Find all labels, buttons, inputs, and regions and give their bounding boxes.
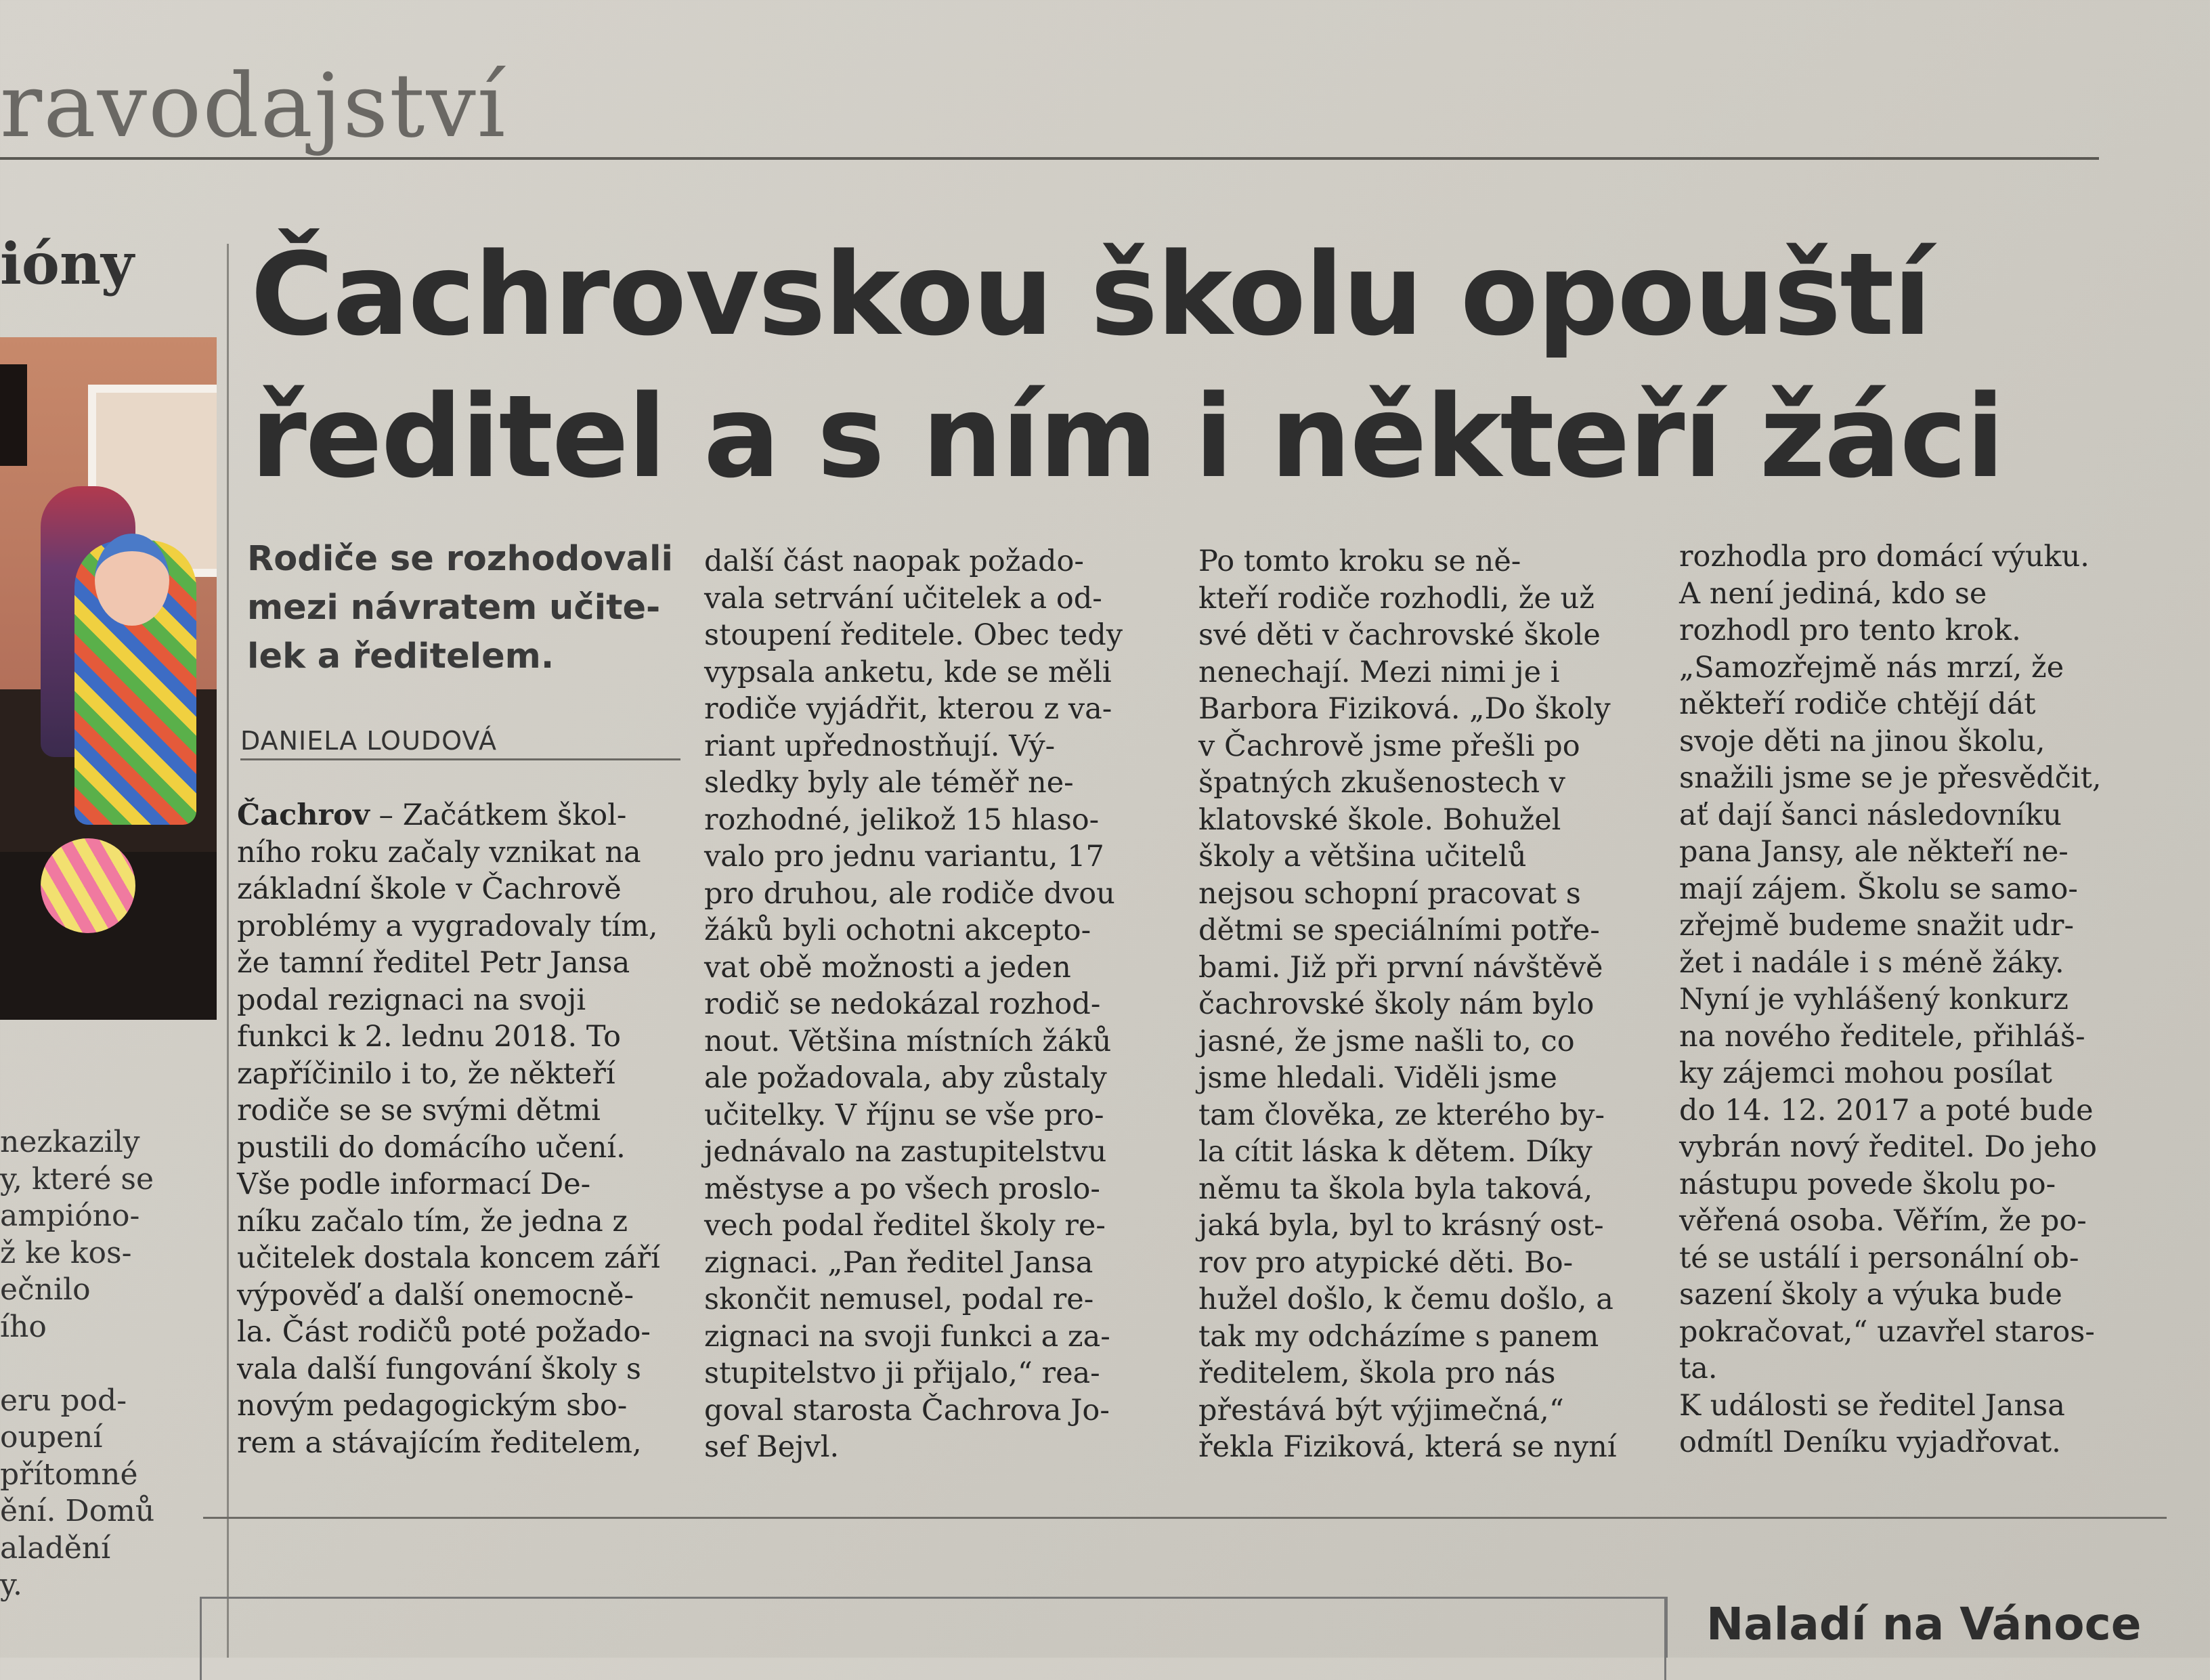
text-line: zignaci na svoji funkci a za- bbox=[704, 1319, 1110, 1354]
text-line: ředitelem, škola pro nás bbox=[1198, 1356, 1556, 1390]
text-line: nezkazily bbox=[0, 1125, 140, 1159]
text-line: dětmi se speciálními potře- bbox=[1198, 913, 1600, 947]
text-line: učitelek dostala koncem září bbox=[237, 1241, 660, 1275]
text-line: goval starosta Čachrova Jo- bbox=[704, 1393, 1110, 1427]
bottom-rule bbox=[203, 1517, 2167, 1519]
text-line: A není jediná, kdo se bbox=[1679, 576, 1987, 611]
text-line: Vše podle informací De- bbox=[237, 1167, 591, 1201]
text-line: ího bbox=[0, 1309, 47, 1344]
article-photo bbox=[0, 337, 217, 1020]
text-line: rozhodné, jelikož 15 hlaso- bbox=[704, 802, 1100, 837]
text-line: kteří rodiče rozhodli, že už bbox=[1198, 581, 1595, 616]
text-line: ampióno- bbox=[0, 1199, 140, 1233]
text-line: ky zájemci mohou posílat bbox=[1679, 1056, 2052, 1090]
text-line: rov pro atypické děti. Bo- bbox=[1198, 1245, 1574, 1280]
text-line: řekla Fiziková, která se nyní bbox=[1198, 1430, 1617, 1464]
text-line: Barbora Fiziková. „Do školy bbox=[1198, 692, 1611, 726]
text-line: jednávalo na zastupitelstvu bbox=[704, 1135, 1107, 1169]
text-line: valo pro jednu variantu, 17 bbox=[704, 840, 1104, 874]
text-line: vypsala anketu, kde se měli bbox=[704, 655, 1112, 689]
next-box-frame bbox=[200, 1597, 1666, 1680]
text-line: že tamní ředitel Petr Jansa bbox=[237, 946, 630, 980]
column-divider bbox=[227, 244, 229, 1658]
text-line: níku začalo tím, že jedna z bbox=[237, 1204, 628, 1239]
text-line: hužel došlo, k čemu došlo, a bbox=[1198, 1283, 1613, 1316]
text-line: svoje děti na jinou školu, bbox=[1679, 724, 2045, 758]
text-line: pustili do domácího učení. bbox=[237, 1130, 626, 1165]
text-line: tam člověka, ze kterého by- bbox=[1198, 1098, 1605, 1132]
lead-line: mezi návratem učite- bbox=[247, 588, 661, 628]
text-line: nenechají. Mezi nimi je i bbox=[1198, 655, 1560, 689]
text-line: eru pod- bbox=[0, 1383, 127, 1418]
section-title: ravodajství bbox=[0, 54, 507, 157]
byline-rule bbox=[240, 758, 680, 760]
byline: DANIELA LOUDOVÁ bbox=[240, 726, 497, 756]
text-line: rem a stávajícím ředitelem, bbox=[237, 1425, 642, 1460]
text-line: nejsou schopní pracovat s bbox=[1198, 876, 1581, 911]
text-line: jsme hledali. Viděli jsme bbox=[1198, 1061, 1558, 1095]
sidebar-heading-fragment: ióny bbox=[0, 230, 134, 297]
text-line: rodiče vyjádřit, kterou z va- bbox=[704, 692, 1112, 726]
text-line: výpověď a další onemocně- bbox=[237, 1278, 634, 1312]
text-line: rozhodl pro tento krok. bbox=[1679, 613, 2021, 647]
text-line: další část naopak požado- bbox=[704, 544, 1084, 578]
article-headline bbox=[251, 223, 2003, 508]
text-line: „Samozřejmě nás mrzí, že bbox=[1679, 650, 2064, 685]
text-line: problémy a vygradovaly tím, bbox=[237, 909, 658, 943]
text-line: nout. Většina místních žáků bbox=[704, 1024, 1112, 1058]
text-line: žet i nadále i s méně žáky. bbox=[1679, 945, 2064, 980]
next-box-divider bbox=[1666, 1597, 1668, 1658]
text-line: vybrán nový ředitel. Do jeho bbox=[1679, 1130, 2097, 1164]
text-line: ať dají šanci následovníku bbox=[1679, 798, 2062, 832]
text-line: ění. Domů bbox=[0, 1494, 155, 1528]
text-line: ečnilo bbox=[0, 1272, 91, 1307]
text-line: v Čachrově jsme přešli po bbox=[1198, 729, 1580, 763]
text-line: ta. bbox=[1679, 1352, 1718, 1385]
text-line: vala setrvání učitelek a od- bbox=[704, 581, 1102, 616]
text-line: – Začátkem škol- bbox=[369, 798, 627, 832]
text-line: zřejmě budeme snažit udr- bbox=[1679, 909, 2075, 943]
text-line: základní škole v Čachrově bbox=[237, 872, 622, 906]
headline-line: Čachrovskou školu opouští bbox=[251, 228, 1931, 361]
text-line: věřená osoba. Věřím, že po- bbox=[1679, 1204, 2087, 1238]
text-line: někteří rodiče chtějí dát bbox=[1679, 687, 2036, 721]
text-line: zapříčinilo i to, že někteří bbox=[237, 1056, 615, 1091]
article-column-4 bbox=[1679, 538, 2102, 1461]
text-line: vat obě možnosti a jeden bbox=[704, 950, 1071, 985]
headline-line: ředitel a s ním i někteří žáci bbox=[251, 370, 2003, 503]
text-line: Nyní je vyhlášený konkurz bbox=[1679, 983, 2068, 1016]
text-line: městyse a po všech proslo- bbox=[704, 1171, 1100, 1206]
text-line: y, které se bbox=[0, 1161, 154, 1197]
text-line: vala další fungování školy s bbox=[237, 1352, 641, 1386]
text-line: ale požadovala, aby zůstaly bbox=[704, 1061, 1107, 1095]
article-column-2 bbox=[704, 543, 1123, 1466]
column-1-lines bbox=[237, 834, 660, 1460]
text-line: snažili jsme se je přesvědčit, bbox=[1679, 761, 2102, 795]
text-line: ního roku začaly vznikat na bbox=[237, 835, 641, 869]
text-line: ž ke kos- bbox=[0, 1235, 132, 1270]
text-line: rodič se nedokázal rozhod- bbox=[704, 987, 1101, 1021]
text-line: pro druhou, ale rodiče dvou bbox=[704, 876, 1115, 911]
text-line: pana Jansy, ale někteří ne- bbox=[1679, 835, 2068, 869]
text-line: vech podal ředitel školy re- bbox=[704, 1209, 1106, 1243]
article-column-1 bbox=[237, 797, 660, 1460]
lead-line: lek a ředitelem. bbox=[247, 637, 555, 676]
text-line: aladění bbox=[0, 1530, 111, 1566]
text-line bbox=[0, 1345, 223, 1383]
article-column-3 bbox=[1198, 543, 1617, 1466]
text-line: přestává být výjimečná,“ bbox=[1198, 1393, 1564, 1427]
text-line: sledky byly ale téměř ne- bbox=[704, 766, 1074, 800]
text-line: na nového ředitele, přihláš- bbox=[1679, 1019, 2085, 1054]
top-rule bbox=[0, 157, 2099, 160]
text-line: K události se ředitel Jansa bbox=[1679, 1388, 2065, 1423]
text-line: učitelky. V říjnu se vše pro- bbox=[704, 1098, 1104, 1132]
text-line: zignaci. „Pan ředitel Jansa bbox=[704, 1245, 1093, 1280]
text-line: odmítl Deníku vyjadřovat. bbox=[1679, 1425, 2061, 1459]
article-lead bbox=[247, 535, 673, 681]
text-line: sef Bejvl. bbox=[704, 1430, 840, 1464]
text-line: špatných zkušenostech v bbox=[1198, 766, 1565, 800]
text-line: školy a většina učitelů bbox=[1198, 840, 1527, 874]
text-line: riant upřednostňují. Vý- bbox=[704, 729, 1056, 763]
text-line: té se ustálí i personální ob- bbox=[1679, 1241, 2079, 1275]
text-line: la. Část rodičů poté požado- bbox=[237, 1315, 651, 1349]
text-line: jaká byla, byl to krásný ost- bbox=[1198, 1209, 1604, 1243]
lead-line: Rodiče se rozhodovali bbox=[247, 539, 673, 579]
text-line: podal rezignaci na svoji bbox=[237, 983, 586, 1017]
text-line: tak my odcházíme s panem bbox=[1198, 1319, 1599, 1354]
text-line: přítomné bbox=[0, 1457, 138, 1492]
text-line: stoupení ředitele. Obec tedy bbox=[704, 618, 1123, 652]
text-line: y. bbox=[0, 1568, 22, 1602]
text-line: oupení bbox=[0, 1420, 103, 1455]
text-line: němu ta škola byla taková, bbox=[1198, 1171, 1593, 1206]
text-line: rodiče se se svými dětmi bbox=[237, 1094, 601, 1127]
dateline: Čachrov bbox=[237, 798, 370, 832]
text-line: la cítit láska k dětem. Díky bbox=[1198, 1135, 1592, 1169]
sidebar-text bbox=[0, 1124, 223, 1604]
text-line: skončit nemusel, podal re- bbox=[704, 1283, 1094, 1316]
text-line: sazení školy a výuka bude bbox=[1679, 1278, 2062, 1312]
text-line: novým pedagogickým sbo- bbox=[237, 1389, 628, 1423]
text-line: své děti v čachrovské škole bbox=[1198, 618, 1601, 652]
text-line: jasné, že jsme našli to, co bbox=[1198, 1024, 1575, 1058]
text-line: nástupu povede školu po- bbox=[1679, 1167, 2056, 1201]
text-line: rozhodla pro domácí výuku. bbox=[1679, 540, 2089, 574]
text-line: mají zájem. Školu se samo- bbox=[1679, 871, 2078, 906]
text-line: čachrovské školy nám bylo bbox=[1198, 987, 1595, 1021]
text-line: žáků byli ochotni akcepto- bbox=[704, 913, 1091, 947]
text-line: Po tomto kroku se ně- bbox=[1198, 544, 1521, 578]
text-line: do 14. 12. 2017 a poté bude bbox=[1679, 1093, 2094, 1127]
text-line: funkci k 2. lednu 2018. To bbox=[237, 1020, 622, 1054]
next-article-heading: Naladí na Vánoce bbox=[1706, 1598, 2142, 1650]
text-line: stupitelstvo ji přijalo,“ rea- bbox=[704, 1356, 1100, 1390]
text-line: pokračovat,“ uzavřel staros- bbox=[1679, 1314, 2095, 1349]
text-line: bami. Již při první návštěvě bbox=[1198, 950, 1603, 985]
text-line: klatovské škole. Bohužel bbox=[1198, 802, 1561, 837]
